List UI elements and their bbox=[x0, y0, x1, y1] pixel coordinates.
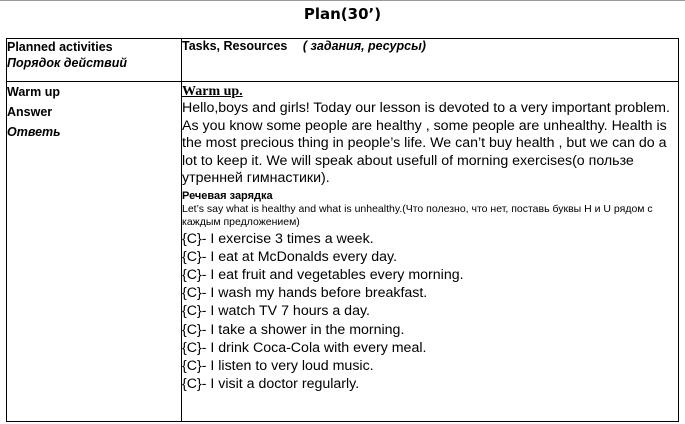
statement-item: {C}- I watch TV 7 hours a day. bbox=[182, 303, 370, 320]
header-right-cell bbox=[182, 39, 679, 82]
activity-answer-ru: Ответь bbox=[7, 125, 61, 139]
statement-item: {C}- I exercise 3 times a week. bbox=[182, 230, 374, 247]
statement-item: {C}- I drink Coca-Cola with every meal. bbox=[182, 339, 427, 356]
statement-item: {C}- I wash my hands before breakfast. bbox=[182, 285, 428, 302]
speech-warmup-heading: Речевая зарядка bbox=[182, 189, 273, 202]
page-title: Plan(30’) bbox=[303, 5, 382, 23]
header-right-ru: ( задания, ресурсы) bbox=[302, 39, 426, 53]
header-left-ru: Порядок действий bbox=[7, 56, 127, 70]
plan-table bbox=[6, 38, 679, 422]
header-left-en: Planned activities bbox=[7, 40, 113, 54]
statement-item: {C}- I take a shower in the morning. bbox=[182, 321, 405, 338]
activity-warm-up: Warm up bbox=[7, 85, 61, 99]
statement-item: {C}- I visit a doctor regularly. bbox=[182, 376, 360, 393]
tasks-cell bbox=[182, 82, 679, 422]
activities-cell bbox=[7, 82, 182, 422]
statement-item: {C}- I eat fruit and vegetables every morning. bbox=[182, 266, 464, 283]
header-left-cell bbox=[7, 39, 182, 82]
instruction-text: Let’s say what is healthy and what is unhealthy.(Что полезно, что нет, поставь буквы H и U рядом с каждым предложением) bbox=[182, 202, 653, 228]
intro-paragraph: Hello,boys and girls! Today our lesson is devoted to a very important problem. As you know some people are healthy , some people are unhealthy. Health is the most precious thing in people’s life. We can’t buy health , but we can do a lot to keep it. We will speak about usefull of morning exercises(о пользе утренней гимнастики). bbox=[182, 100, 670, 186]
header-right-en: Tasks, Resources bbox=[182, 39, 288, 53]
content-row bbox=[7, 82, 679, 422]
top-rule bbox=[0, 0, 685, 1]
statement-item: {C}- I eat at McDonalds every day. bbox=[182, 248, 398, 265]
warm-up-heading: Warm up. bbox=[182, 84, 243, 99]
header-row bbox=[7, 39, 679, 82]
statement-item: {C}- I listen to very loud music. bbox=[182, 357, 374, 374]
statement-list bbox=[182, 230, 678, 394]
activity-answer: Answer bbox=[7, 105, 53, 119]
